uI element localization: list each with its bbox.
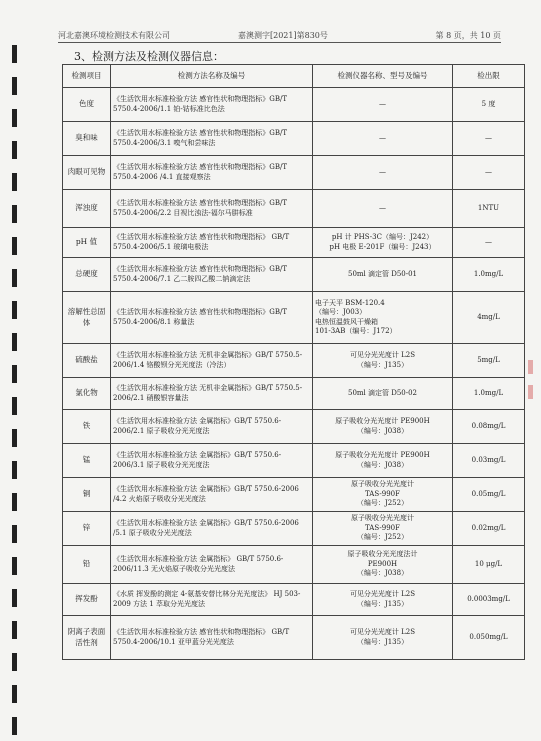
- limit-cell: 1.0mg/L: [453, 378, 525, 410]
- item-cell: 肉眼可见物: [63, 156, 111, 190]
- method-cell: 《生活饮用水标准检验方法 金属指标》GB/T 5750.6-2006/2.1 原子吸收分光光度法: [111, 410, 313, 444]
- col-header-instrument: 检测仪器名称、型号及编号: [313, 65, 453, 88]
- page-header: [58, 28, 501, 43]
- binder-hole-mark: [12, 205, 17, 223]
- binder-hole-mark: [12, 77, 17, 95]
- method-cell: 《生活饮用水标准检验方法 金属指标》GB/T 5750.6-2006/3.1 原子吸收分光光度法: [111, 444, 313, 478]
- table-row: [63, 344, 525, 378]
- limit-cell: 5mg/L: [453, 344, 525, 378]
- binder-hole-mark: [12, 653, 17, 671]
- item-cell: 铜: [63, 478, 111, 512]
- binder-hole-mark: [12, 461, 17, 479]
- instrument-cell: 50ml 滴定管 D50-02: [313, 378, 453, 410]
- limit-cell: 10 μg/L: [453, 546, 525, 584]
- binder-hole-mark: [12, 365, 17, 383]
- table-row: [63, 292, 525, 344]
- binder-hole-mark: [12, 333, 17, 351]
- limit-cell: 0.05mg/L: [453, 478, 525, 512]
- method-cell: 《生活饮用水标准检验方法 感官性状和物理指标》GB/T 5750.4-2006 /4.1 直接观察法: [111, 156, 313, 190]
- seal-edge-mark: [528, 360, 533, 374]
- item-cell: 溶解性总固体: [63, 292, 111, 344]
- seal-edge-mark: [528, 385, 533, 399]
- instrument-cell: 原子吸收分光光度计 TAS-990F （编号：J252）: [313, 512, 453, 546]
- limit-cell: 5 度: [453, 88, 525, 122]
- method-cell: 《生活饮用水标准检验方法 感官性状和物理指标》GB/T 5750.4-2006/1.1 铂-钴标准比色法: [111, 88, 313, 122]
- method-table: [62, 64, 525, 660]
- report-number: 嘉澳测字[2021]第830号: [238, 31, 328, 40]
- binder-hole-mark: [12, 525, 17, 543]
- binder-hole-mark: [12, 173, 17, 191]
- binder-hole-mark: [12, 45, 17, 63]
- item-cell: 色度: [63, 88, 111, 122]
- instrument-cell: 电子天平 BSM-120.4 （编号：J003） 电热恒温鼓风干燥箱 101-3AB（编号：J172）: [313, 292, 453, 344]
- instrument-cell: 原子吸收分光光度法计 PE900H （编号：J038）: [313, 546, 453, 584]
- company-name: 河北嘉澳环境检测技术有限公司: [58, 31, 170, 40]
- table-row: [63, 478, 525, 512]
- method-cell: 《生活饮用水标准检验方法 感官性状和物理指标》GB/T 5750.4-2006/2.2 目视比浊法-福尔马肼标准: [111, 190, 313, 228]
- item-cell: 总硬度: [63, 258, 111, 292]
- table-row: [63, 88, 525, 122]
- limit-cell: 0.08mg/L: [453, 410, 525, 444]
- limit-cell: —: [453, 122, 525, 156]
- table-row: [63, 584, 525, 616]
- method-cell: 《生活饮用水标准检验方法 金属指标》 GB/T 5750.6-2006/11.3 无火焰原子吸收分光光度法: [111, 546, 313, 584]
- limit-cell: 4mg/L: [453, 292, 525, 344]
- binder-hole-mark: [12, 589, 17, 607]
- item-cell: 锰: [63, 444, 111, 478]
- limit-cell: 0.02mg/L: [453, 512, 525, 546]
- limit-cell: 0.0003mg/L: [453, 584, 525, 616]
- table-row: [63, 156, 525, 190]
- limit-cell: 1.0mg/L: [453, 258, 525, 292]
- method-cell: 《水质 挥发酚的测定 4-氨基安替比林分光光度法》 HJ 503-2009 方法 1 萃取分光光度法: [111, 584, 313, 616]
- binder-hole-mark: [12, 557, 17, 575]
- item-cell: pH 值: [63, 228, 111, 258]
- binder-hole-mark: [12, 141, 17, 159]
- method-cell: 《生活饮用水标准检验方法 感官性状和物理指标》 GB/T 5750.4-2006/5.1 玻璃电极法: [111, 228, 313, 258]
- section-title: 3、检测方法及检测仪器信息：: [74, 50, 224, 63]
- page-number: 第 8 页，共 10 页: [435, 31, 501, 40]
- table-row: [63, 444, 525, 478]
- binder-hole-mark: [12, 493, 17, 511]
- item-cell: 臭和味: [63, 122, 111, 156]
- binder-hole-mark: [12, 429, 17, 447]
- limit-cell: —: [453, 156, 525, 190]
- table-header-row: [63, 65, 525, 88]
- instrument-cell: 原子吸收分光光度计 PE900H （编号：J038）: [313, 444, 453, 478]
- item-cell: 硫酸盐: [63, 344, 111, 378]
- item-cell: 氯化物: [63, 378, 111, 410]
- instrument-cell: 原子吸收分光光度计 TAS-990F （编号：J252）: [313, 478, 453, 512]
- table-row: [63, 378, 525, 410]
- col-header-method: 检测方法名称及编号: [111, 65, 313, 88]
- instrument-cell: pH 计 PHS-3C（编号：J242） pH 电极 E-201F（编号：J243）: [313, 228, 453, 258]
- binder-hole-mark: [12, 621, 17, 639]
- method-cell: 《生活饮用水标准检验方法 无机非金属指标》GB/T 5750.5-2006/1.4 铬酸钡分光光度法（冷法）: [111, 344, 313, 378]
- binder-hole-mark: [12, 301, 17, 319]
- binder-hole-mark: [12, 397, 17, 415]
- table-row: [63, 258, 525, 292]
- instrument-cell: 可见分光光度计 L2S （编号：J135）: [313, 616, 453, 660]
- instrument-cell: —: [313, 190, 453, 228]
- table-row: [63, 512, 525, 546]
- method-cell: 《生活饮用水标准检验方法 感官性状和物理指标》GB/T 5750.4-2006/3.1 嗅气和尝味法: [111, 122, 313, 156]
- instrument-cell: 原子吸收分光光度计 PE900H （编号：J038）: [313, 410, 453, 444]
- col-header-item: 检测项目: [63, 65, 111, 88]
- method-cell: 《生活饮用水标准检验方法 感官性状和物理指标》GB/T 5750.4-2006/8.1 称量法: [111, 292, 313, 344]
- instrument-cell: —: [313, 122, 453, 156]
- table-row: [63, 410, 525, 444]
- method-cell: 《生活饮用水标准检验方法 金属指标》GB/T 5750.6-2006 /5.1 原子吸收分光光度法: [111, 512, 313, 546]
- item-cell: 锌: [63, 512, 111, 546]
- item-cell: 铁: [63, 410, 111, 444]
- instrument-cell: —: [313, 156, 453, 190]
- item-cell: 阴离子表面活性剂: [63, 616, 111, 660]
- table-row: [63, 228, 525, 258]
- method-cell: 《生活饮用水标准检验方法 无机非金属指标》GB/T 5750.5-2006/2.1 硝酸银容量法: [111, 378, 313, 410]
- instrument-cell: 可见分光光度计 L2S （编号：J135）: [313, 584, 453, 616]
- col-header-limit: 检出限: [453, 65, 525, 88]
- limit-cell: —: [453, 228, 525, 258]
- table-row: [63, 616, 525, 660]
- binder-hole-mark: [12, 685, 17, 703]
- method-cell: 《生活饮用水标准检验方法 感官性状和物理指标》 GB/T 5750.4-2006/10.1 亚甲蓝分光光度法: [111, 616, 313, 660]
- item-cell: 铅: [63, 546, 111, 584]
- limit-cell: 0.03mg/L: [453, 444, 525, 478]
- table-row: [63, 546, 525, 584]
- method-cell: 《生活饮用水标准检验方法 金属指标》GB/T 5750.6-2006 /4.2 火焰原子吸收分光光度法: [111, 478, 313, 512]
- table-row: [63, 190, 525, 228]
- table-row: [63, 122, 525, 156]
- binder-hole-mark: [12, 269, 17, 287]
- binder-hole-mark: [12, 237, 17, 255]
- item-cell: 挥发酚: [63, 584, 111, 616]
- item-cell: 浑浊度: [63, 190, 111, 228]
- limit-cell: 0.050mg/L: [453, 616, 525, 660]
- binder-hole-mark: [12, 717, 17, 735]
- instrument-cell: 50ml 滴定管 D50-01: [313, 258, 453, 292]
- method-cell: 《生活饮用水标准检验方法 感官性状和物理指标》GB/T 5750.4-2006/7.1 乙二胺四乙酸二钠滴定法: [111, 258, 313, 292]
- instrument-cell: 可见分光光度计 L2S （编号：J135）: [313, 344, 453, 378]
- instrument-cell: —: [313, 88, 453, 122]
- binder-hole-mark: [12, 109, 17, 127]
- limit-cell: 1NTU: [453, 190, 525, 228]
